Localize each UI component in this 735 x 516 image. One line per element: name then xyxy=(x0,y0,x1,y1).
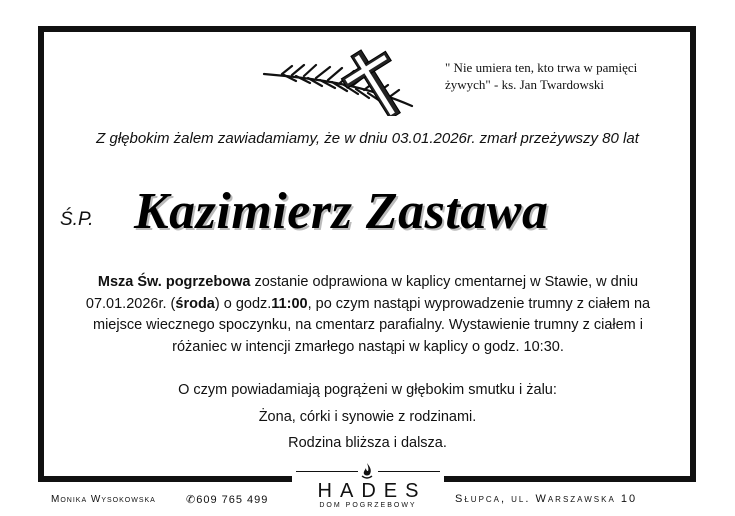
closing-line-1: O czym powiadamiają pogrążeni w głębokim smutku i żalu: xyxy=(178,382,557,398)
logo-title: HADES xyxy=(317,480,427,502)
closing-line-2: Żona, córki i synowie z rodzinami. xyxy=(258,409,477,425)
deceased-name: Kazimierz Zastawa xyxy=(134,183,549,240)
logo-rule-right xyxy=(378,471,440,472)
intro-text: Z głębokim żalem zawiadamiamy, że w dniu 03.01.2026r. zmarł przeżywszy 80 lat xyxy=(96,130,639,147)
flame-icon xyxy=(359,462,375,480)
quote-line-2: żywych" - ks. Jan Twardowski xyxy=(445,77,605,92)
sp-label: Ś.P. xyxy=(60,209,94,230)
logo-rule-left xyxy=(296,471,358,472)
mass-text-3: , po czym nastąpi wyprowadzenie trumny z ciałem na miejsce wiecznego spoczynku, na cmentarz parafialny. Wystawienie trumny z ciałem i różaniec w intencji zmarłego nastąpi w kaplicy o godz. 10:30. xyxy=(92,295,651,355)
logo-subtitle: DOM POGRZEBOWY xyxy=(319,502,417,509)
cross-palm-emblem-icon xyxy=(262,44,438,116)
footer-address: Słupca, ul. Warszawska 10 xyxy=(455,493,638,505)
mass-paragraph xyxy=(68,272,668,358)
quote-block xyxy=(445,59,685,93)
mass-text-2: ) o godz. xyxy=(214,295,272,312)
closing-line-3: Rodzina bliższa i dalsza. xyxy=(288,435,447,451)
mass-lead: Msza Św. pogrzebowa xyxy=(97,274,251,290)
quote-line-1: " Nie umiera ten, kto trwa w pamięci xyxy=(445,60,638,75)
mass-time: 11:00 xyxy=(271,295,308,312)
mass-day: środa xyxy=(175,295,215,312)
footer-contact-name: Monika Wysokowska xyxy=(51,494,156,505)
footer-phone: ✆609 765 499 xyxy=(186,494,269,506)
mass-text-1: zostanie odprawiona w kaplicy cmentarnej w Stawie, w dniu 07.01.2026r. ( xyxy=(85,274,639,312)
